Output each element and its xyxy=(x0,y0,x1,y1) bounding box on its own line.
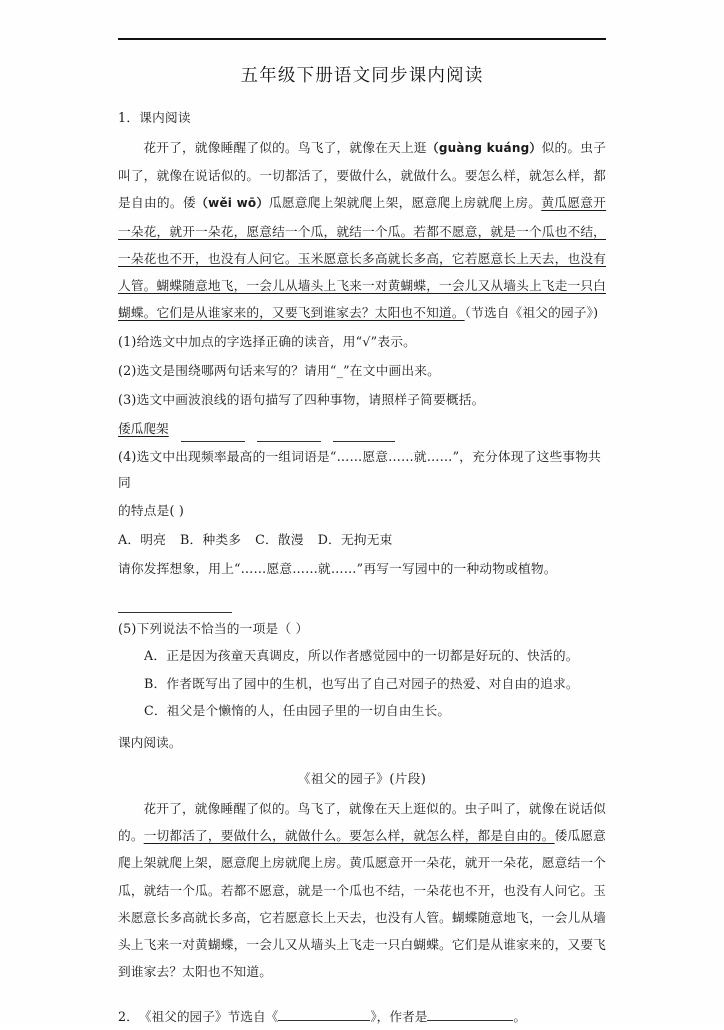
question-1-number: 1． xyxy=(118,110,140,125)
question-2-author-blank[interactable] xyxy=(427,1008,513,1021)
question-1-item-4 xyxy=(118,444,606,496)
question-2-number: 2． xyxy=(118,1009,139,1025)
item-5-option-b[interactable]: B．作者既写出了园中的生机，也写出了自己对园子的热爱、对自由的追求。 xyxy=(144,675,579,691)
section-2-passage-part-1: 花开了，就像睡醒了似的。鸟飞了，就像在天上逛似的。虫子叫了，就像在说话似的。 xyxy=(118,800,606,844)
question-2-source-blank[interactable] xyxy=(278,1008,370,1021)
question-1-item-2 xyxy=(118,357,606,384)
item-3-label: (3) xyxy=(118,392,137,408)
question-1-item-3 xyxy=(118,386,606,413)
passage-part-3: 瓜愿意爬上架就爬上架，愿意爬上房就爬上房。 xyxy=(268,195,542,211)
item-3-answer-row xyxy=(118,415,606,442)
item-5-option-a[interactable]: A．正是因为孩童天真调皮，所以作者感觉园中的一切都是好玩的、快活的。 xyxy=(144,648,579,664)
item-4-label: (4) xyxy=(118,449,137,465)
page-title: 五年级下册语文同步课内阅读 xyxy=(240,66,484,86)
question-2-text-middle: 》，作者是 xyxy=(370,1009,428,1025)
item-4-option-c[interactable]: C．散漫 xyxy=(255,532,304,548)
question-1-passage xyxy=(118,134,606,326)
item-4-options xyxy=(118,526,606,553)
writing-prompt: 请你发挥想象，用上“……愿意……就……”再写一写园中的一种动物或植物。 xyxy=(118,561,557,577)
item-5-label: (5) xyxy=(118,621,137,637)
question-1-heading xyxy=(118,107,606,126)
question-2-text-after: 。 xyxy=(513,1009,527,1025)
item-2-label: (2) xyxy=(118,363,137,379)
pinyin-guang-kuang: （guàng kuáng） xyxy=(426,141,542,155)
section-2-label: 课内阅读。 xyxy=(118,734,182,750)
item-4-option-d[interactable]: D．无拘无束 xyxy=(317,532,393,548)
passage-part-2: 似的。虫子叫了，就像在说话似的。一切都活了，要做什么，就做什么。要怎么样，就怎么样，都是自由的。倭 xyxy=(118,140,606,211)
passage-source: （节选自《祖父的园子》) xyxy=(464,305,599,321)
item-5-option-c[interactable]: C．祖父是个懒惰的人，任由园子里的一切自由生长。 xyxy=(144,703,451,719)
section-2-title: 《祖父的园子》(片段) xyxy=(297,770,427,786)
pinyin-wei-wo: （wěi wō） xyxy=(195,196,269,211)
question-1-item-1 xyxy=(118,328,606,355)
answer-blank-3[interactable] xyxy=(333,428,395,442)
answer-blank-1[interactable] xyxy=(181,428,245,442)
question-1-item-5 xyxy=(118,615,606,642)
item-4-option-b[interactable]: B．种类多 xyxy=(180,532,242,548)
item-2-text: 选文是围绕哪两句话来写的？请用“_”在文中画出来。 xyxy=(136,363,441,379)
writing-answer-line[interactable] xyxy=(118,612,232,613)
passage-part-1: 花开了，就像睡醒了似的。鸟飞了，就像在天上逛 xyxy=(143,140,427,155)
item-1-label: (1) xyxy=(118,334,137,350)
section-2-passage-part-2: 倭瓜愿意爬上架就爬上架，愿意爬上房就爬上房。黄瓜愿意开一朵花，就开一朵花，愿意结一个瓜，就结一个瓜。若都不愿意，就是一个瓜也不结，一朵花也不开，也没有人问它。玉米愿意长多高就长多高，它若愿意长上天去，也没有人管。蝴蝶随意地飞，一会儿从墙头上飞来一对黄蝴蝶，一会儿又从墙头上飞走一只白蝴蝶。它们是从谁家来的，又要飞到谁家去？太阳也不知道。 xyxy=(118,828,606,980)
question-2-text-before: 《祖父的园子》节选自《 xyxy=(138,1009,279,1025)
item-3-example-answer: 倭瓜爬架 xyxy=(118,421,169,437)
question-1-item-4-continued xyxy=(118,498,606,524)
answer-blank-2[interactable] xyxy=(257,428,321,442)
item-4-text-line-1: 选文中出现频率最高的一组词语是“……愿意……就……”，充分体现了这些事物共同 xyxy=(118,449,602,491)
question-2 xyxy=(118,1003,606,1030)
header-rule xyxy=(118,38,606,40)
section-2-passage xyxy=(118,795,606,985)
item-1-text: 给选文中加点的字选择正确的读音，用“√”表示。 xyxy=(136,334,416,350)
question-1-label: 课内阅读 xyxy=(139,110,191,125)
item-5-text: 下列说法不恰当的一项是（ ） xyxy=(136,621,309,637)
item-4-option-a[interactable]: A．明亮 xyxy=(118,532,167,548)
item-4-text-line-2: 的特点是( ) xyxy=(118,503,185,519)
section-2-passage-underlined: 一切都活了，要做什么，就做什么。要怎么样，就怎么样，都是自由的。 xyxy=(143,828,555,844)
document-content xyxy=(118,38,606,1030)
passage-underlined-wavy: 黄瓜愿意开一朵花，就开一朵花，愿意结一个瓜，就结一个瓜。若都不愿意，就是一个瓜也不结，一朵花也不开，也没有人问它。玉米愿意长多高就长多高，它若愿意长上天去，也没有人管。蝴蝶随意地飞，一会儿从墙头上飞来一对黄蝴蝶，一会儿又从墙头上飞走一只白蝴蝶。它们是从谁家来的，又要飞到谁家去？太阳也不知道。 xyxy=(118,195,607,321)
item-3-text: 选文中画波浪线的语句描写了四种事物，请照样子简要概括。 xyxy=(136,392,485,408)
